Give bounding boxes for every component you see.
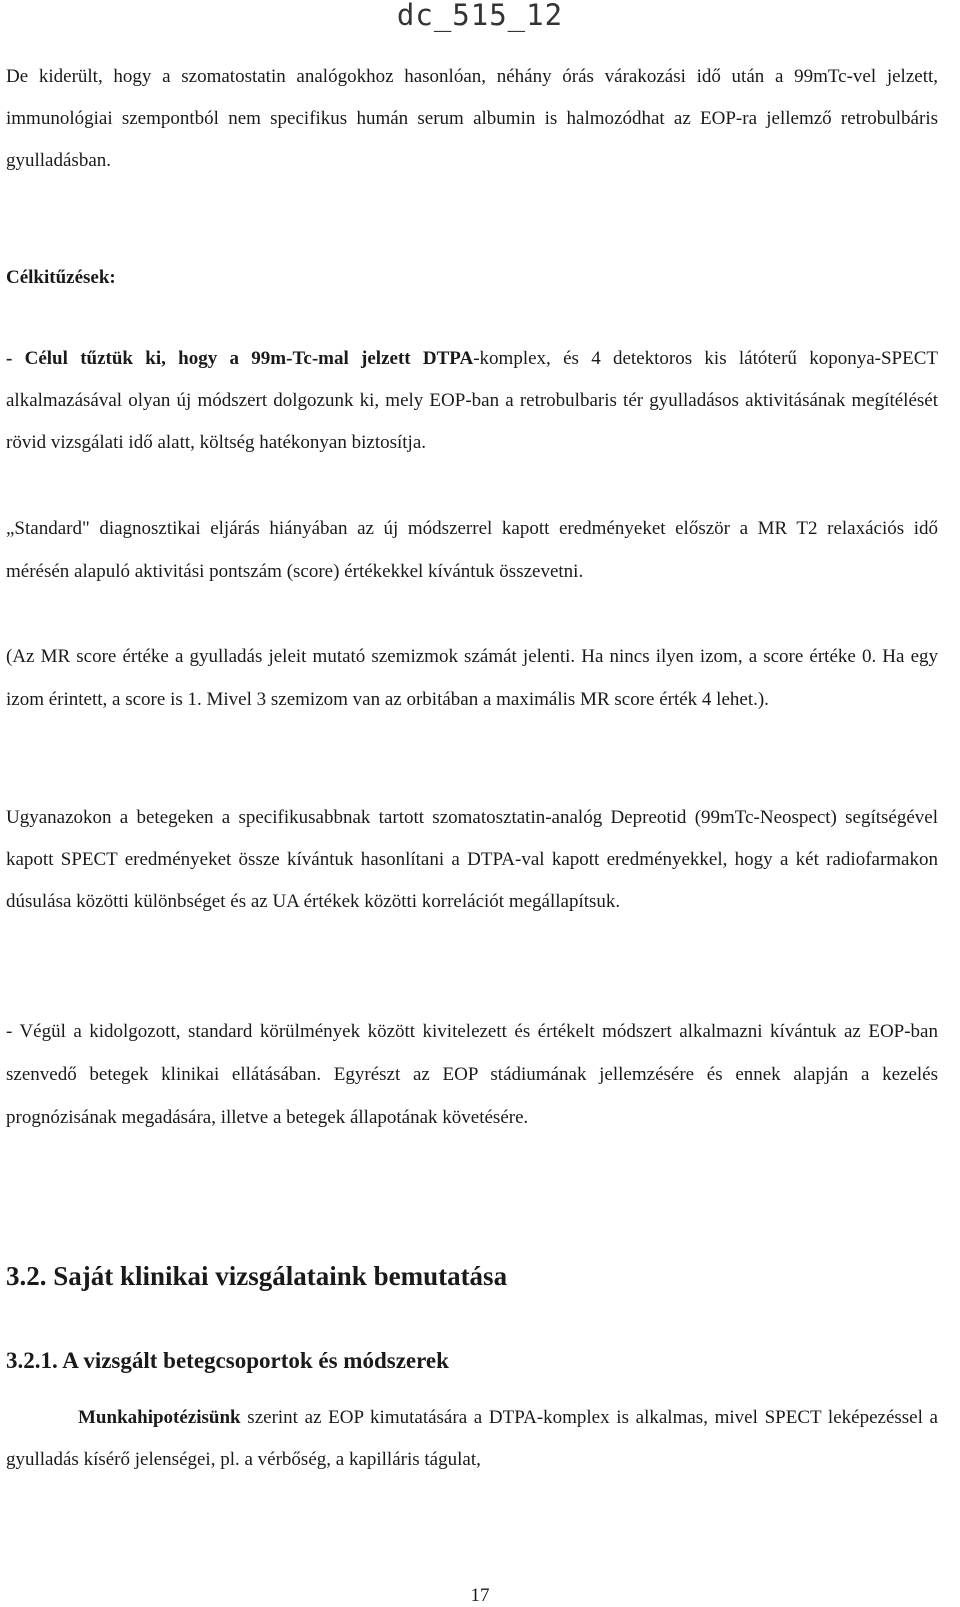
goal-1-paragraph [6,338,938,464]
hypothesis-text: szerint az EOP kimutatására a DTPA-komplex is alkalmas, mivel SPECT leképezéssel a gyulladás kísérő jelenségei, pl. a vérbőség, a kapilláris tágulat, [6,1407,938,1470]
goals-heading: Célkitűzések: [6,267,116,288]
subsection-heading: 3.2.1. A vizsgált betegcsoportok és módszerek [6,1348,449,1373]
goal-3-paragraph: - Végül a kidolgozott, standard körülmények között kivitelezett és értékelt módszert alkalmazni kívántuk az EOP-ban szenvedő betegek klinikai ellátásában. Egyrészt az EOP stádiumának jellemzésére és ennek alapján a kezelés prognózisának megadására, illetve a betegek állapotának követésére. [6,1021,938,1128]
goal-1-bold-text: - Célul tűztük ki, hogy a 99m-Tc-mal jelzett DTPA [6,348,474,369]
hypothesis-paragraph [6,1397,938,1481]
page-number: 17 [470,1585,490,1606]
document-id: dc_515_12 [396,0,564,32]
goal-1-text: -komplex, és 4 detektoros kis látóterű koponya-SPECT alkalmazásával olyan új módszert dolgozunk ki, mely EOP-ban a retrobulbaris tér gyulladásos aktivitásának megítélését rövid vizsgálati idő alatt, költség hatékonyan biztosítja. [6,348,938,453]
intro-paragraph: De kiderült, hogy a szomatostatin analógokhoz hasonlóan, néhány órás várakozási idő után a 99mTc-vel jelzett, immunológiai szempontból nem specifikus humán serum albumin is halmozódhat az EOP-ra jellemző retrobulbáris gyulladásban. [6,66,938,171]
mr-score-note: (Az MR score értéke a gyulladás jeleit mutató szemizmok számát jelenti. Ha nincs ilyen izom, a score értéke 0. Ha egy izom érintett, a score is 1. Mivel 3 szemizom van az orbitában a maximális MR score érték 4 lehet.). [6,646,938,710]
goal-2-paragraph: Ugyanazokon a betegeken a specifikusabbnak tartott szomatosztatin-analóg Depreotid (99mTc-Neospect) segítségével kapott SPECT eredményeket össze kívántuk hasonlítani a DTPA-val kapott eredményekkel, hogy a két radiofarmakon dúsulása közötti különbséget és az UA értékek közötti korrelációt megállapítsuk. [6,807,938,912]
standard-paragraph: „Standard" diagnosztikai eljárás hiányában az új módszerrel kapott eredményeket először a MR T2 relaxációs idő mérésén alapuló aktivitási pontszám (score) értékekkel kívántuk összevetni. [6,518,938,582]
section-heading: 3.2. Saját klinikai vizsgálataink bemutatása [6,1261,508,1291]
hypothesis-bold-text: Munkahipotézisünk [78,1407,241,1428]
